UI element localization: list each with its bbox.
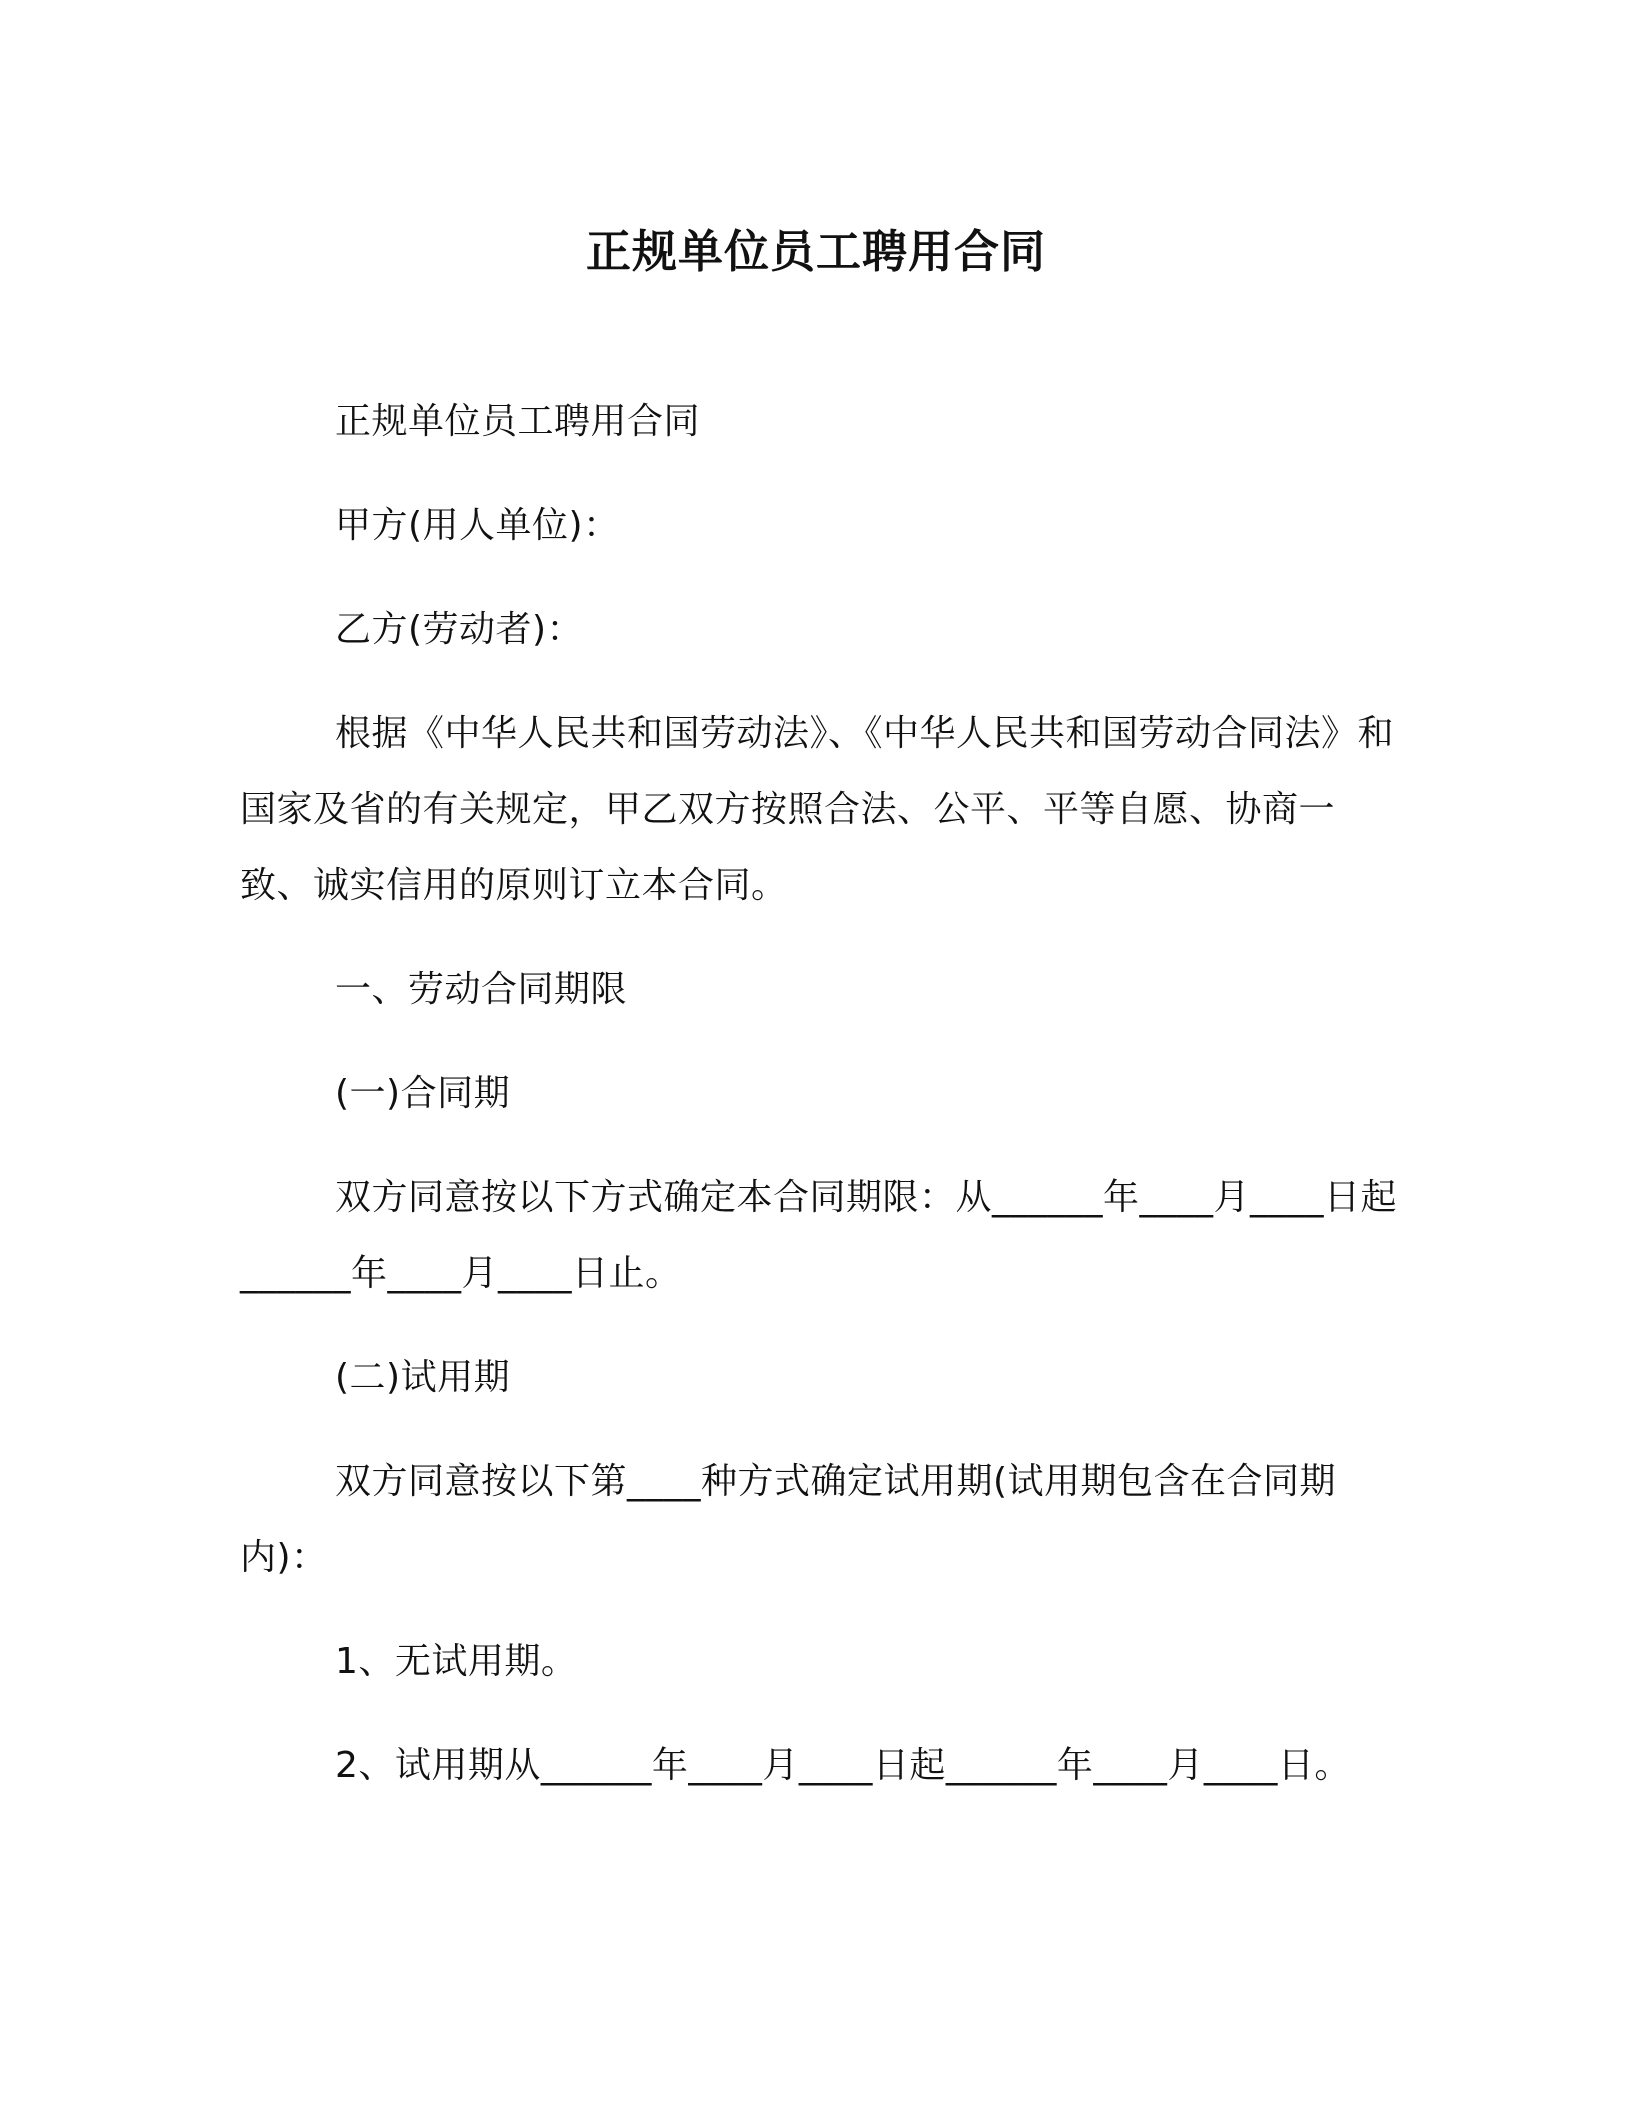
paragraph-probation-choice: 双方同意按以下第____种方式确定试用期(试用期包含在合同期内)： bbox=[240, 1461, 1337, 1578]
subsection-heading-contract-period: (一)合同期 bbox=[335, 1073, 511, 1114]
document-title: 正规单位员工聘用合同 bbox=[585, 225, 1046, 278]
paragraph-subtitle: 正规单位员工聘用合同 bbox=[335, 401, 701, 442]
list-item-no-probation: 1、无试用期。 bbox=[335, 1641, 578, 1682]
paragraph-contract-period: 双方同意按以下方式确定本合同期限：从______年____月____日起______年____月____日止。 bbox=[240, 1177, 1398, 1294]
subsection-heading-probation: (二)试用期 bbox=[335, 1357, 511, 1398]
section-heading-contract-term: 一、劳动合同期限 bbox=[335, 969, 628, 1010]
paragraph-legal-basis: 根据《中华人民共和国劳动法》、《中华人民共和国劳动合同法》和国家及省的有关规定，甲乙双方按照合法、公平、平等自愿、协商一致、诚实信用的原则订立本合同。 bbox=[240, 713, 1395, 906]
paragraph-party-a: 甲方(用人单位)： bbox=[335, 505, 620, 546]
paragraph-party-b: 乙方(劳动者)： bbox=[335, 609, 584, 650]
list-item-probation-period: 2、试用期从______年____月____日起______年____月____日。 bbox=[335, 1745, 1351, 1786]
